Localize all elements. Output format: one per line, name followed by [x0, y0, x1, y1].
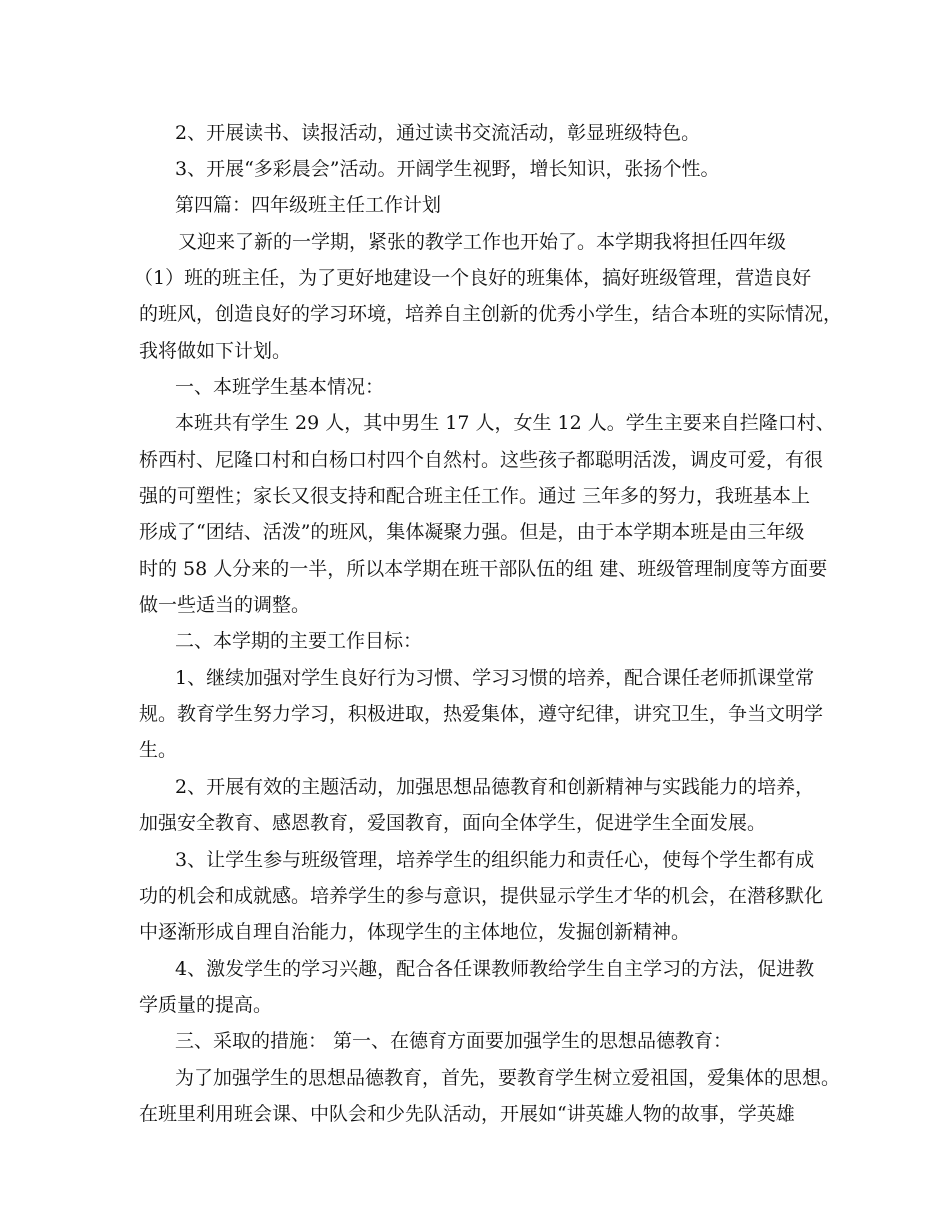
paragraph-line: 形成了“团结、活泼”的班风，集体凝聚力强。但是，由于本学期本班是由三年级: [139, 521, 805, 543]
paragraph-line: 4、激发学生的学习兴趣，配合各任课教师教给学生自主学习的方法，促进教: [175, 958, 815, 980]
paragraph-line: 学质量的提高。: [139, 994, 273, 1016]
paragraph-line: 2、开展有效的主题活动，加强思想品德教育和创新精神与实践能力的培养，: [175, 776, 815, 798]
paragraph-line: 强的可塑性；家长又很支持和配合班主任工作。通过 三年多的努力，我班基本上: [139, 485, 811, 507]
paragraph-line: 在班里利用班会课、中队会和少先队活动，开展如“讲英雄人物的故事，学英雄: [139, 1103, 795, 1125]
paragraph-line: 为了加强学生的思想品德教育，首先，要教育学生树立爱祖国，爱集体的思想。: [175, 1067, 841, 1089]
section-heading: 二、本学期的主要工作目标：: [175, 630, 423, 652]
paragraph-line: 桥西村、尼隆口村和白杨口村四个自然村。这些孩子都聪明活泼，调皮可爱，有很: [139, 449, 824, 471]
paragraph-line: 时的 58 人分来的一半，所以本学期在班干部队伍的组 建、班级管理制度等方面要: [139, 558, 828, 580]
section-heading: 一、本班学生基本情况：: [175, 376, 385, 398]
paragraph-line: 规。教育学生努力学习，积极进取，热爱集体，遵守纪律，讲究卫生，争当文明学: [139, 703, 824, 725]
paragraph-line: 1、继续加强对学生良好行为习惯、学习习惯的培养，配合课任老师抓课堂常: [175, 667, 815, 689]
paragraph-line: （1）班的班主任，为了更好地建设一个良好的班集体，搞好班级管理，营造良好: [134, 267, 812, 289]
paragraph-line: 3、开展“多彩晨会”活动。开阔学生视野，增长知识，张扬个性。: [175, 158, 720, 180]
paragraph-line: 又迎来了新的一学期，紧张的教学工作也开始了。本学期我将担任四年级: [178, 231, 787, 253]
paragraph-line: 生。: [139, 739, 178, 761]
section-heading: 三、采取的措施： 第一、在德育方面要加强学生的思想品德教育：: [175, 1030, 733, 1052]
paragraph-line: 做一些适当的调整。: [139, 594, 311, 616]
section-heading: 第四篇：四年级班主任工作计划: [175, 194, 442, 216]
paragraph-line: 本班共有学生 29 人，其中男生 17 人，女生 12 人。学生主要来自拦隆口村、: [175, 412, 835, 434]
paragraph-line: 的班风，创造良好的学习环境，培养自主创新的优秀小学生，结合本班的实际情况，: [139, 303, 843, 325]
paragraph-line: 加强安全教育、感恩教育，爱国教育，面向全体学生，促进学生全面发展。: [139, 812, 767, 834]
paragraph-line: 中逐渐形成自理自治能力，体现学生的主体地位，发掘创新精神。: [139, 921, 691, 943]
paragraph-line: 我将做如下计划。: [139, 340, 292, 362]
paragraph-line: 功的机会和成就感。培养学生的参与意识，提供显示学生才华的机会，在潜移默化: [139, 885, 824, 907]
paragraph-line: 2、开展读书、读报活动，通过读书交流活动，彰显班级特色。: [175, 122, 701, 144]
paragraph-line: 3、让学生参与班级管理，培养学生的组织能力和责任心，使每个学生都有成: [175, 849, 815, 871]
